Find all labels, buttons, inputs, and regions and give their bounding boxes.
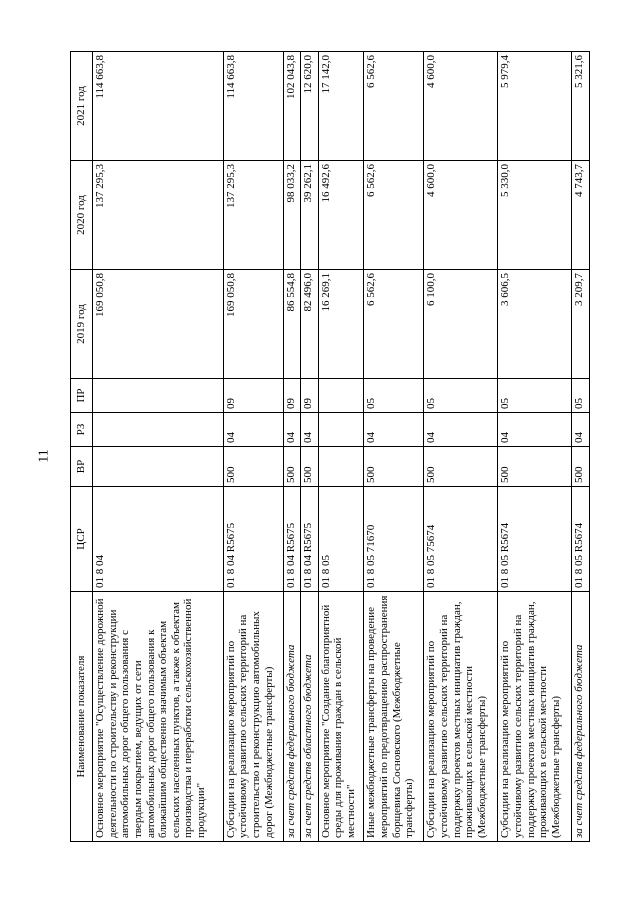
row-rz: 04: [424, 413, 498, 447]
row-pr: 09: [301, 379, 319, 413]
row-name: за счет средств федерального бюджета: [283, 592, 301, 842]
row-rz: 04: [572, 413, 590, 447]
header-pr: ПР: [71, 379, 93, 413]
row-pr: 05: [424, 379, 498, 413]
row-pr: 05: [498, 379, 572, 413]
row-2019: 82 496,0: [301, 270, 319, 379]
row-2020: 39 262,1: [301, 161, 319, 270]
row-pr: 05: [572, 379, 590, 413]
header-rz: РЗ: [71, 413, 93, 447]
row-name: Основное мероприятие "Создание благоприятной среды для проживания граждан в сельской местности": [318, 592, 364, 842]
row-csr: 01 8 04 R5675: [223, 487, 283, 592]
row-2021: 5 321,6: [572, 52, 590, 161]
row-2019: 3 606,5: [498, 270, 572, 379]
row-vr: 500: [283, 447, 301, 487]
row-csr: 01 8 05 R5674: [498, 487, 572, 592]
table-row: [223, 52, 283, 842]
row-2021: 12 620,0: [301, 52, 319, 161]
budget-table: [70, 51, 590, 842]
row-2020: 5 330,0: [498, 161, 572, 270]
row-csr: 01 8 04: [93, 487, 224, 592]
row-2021: 114 663,8: [93, 52, 224, 161]
row-2020: 4 743,7: [572, 161, 590, 270]
row-2019: 16 269,1: [318, 270, 364, 379]
table-row: [572, 52, 590, 842]
row-csr: 01 8 05 75674: [424, 487, 498, 592]
row-2021: 114 663,8: [223, 52, 283, 161]
row-name: Субсидии на реализацию мероприятий по устойчивому развитию сельских территорий на строительство и реконструкцию автомобильных дорог (Межбюджетные трансферты): [223, 592, 283, 842]
row-2020: 137 295,3: [223, 161, 283, 270]
row-rz: 04: [223, 413, 283, 447]
header-csr: ЦСР: [71, 487, 93, 592]
row-name: Субсидии на реализацию мероприятий по устойчивому развитию сельских территорий на поддержку проектов местных инициатив граждан, проживающих в сельской местности (Межбюджетные трансферты): [498, 592, 572, 842]
header-vr: ВР: [71, 447, 93, 487]
row-2020: 137 295,3: [93, 161, 224, 270]
row-2020: 6 562,6: [364, 161, 424, 270]
row-csr: 01 8 05 R5674: [572, 487, 590, 592]
row-vr: [318, 447, 364, 487]
row-2019: 86 554,8: [283, 270, 301, 379]
row-2019: 3 209,7: [572, 270, 590, 379]
row-name: Субсидии на реализацию мероприятий по устойчивому развитию сельских территорий на поддержку проектов местных инициатив граждан, проживающих в сельской местности (Межбюджетные трансферты): [424, 592, 498, 842]
row-2019: 6 100,0: [424, 270, 498, 379]
table-row: [93, 52, 224, 842]
row-name: за счет средств областного бюджета: [301, 592, 319, 842]
row-vr: 500: [498, 447, 572, 487]
table-row: [283, 52, 301, 842]
table-row: [424, 52, 498, 842]
row-rz: 04: [283, 413, 301, 447]
table-row: [301, 52, 319, 842]
header-name: Наименование показателя: [71, 592, 93, 842]
row-2020: 4 600,0: [424, 161, 498, 270]
row-pr: [93, 379, 224, 413]
header-2020: 2020 год: [71, 161, 93, 270]
row-pr: 09: [283, 379, 301, 413]
row-name: за счет средств федерального бюджета: [572, 592, 590, 842]
header-2019: 2019 год: [71, 270, 93, 379]
row-2021: 6 562,6: [364, 52, 424, 161]
row-2020: 98 033,2: [283, 161, 301, 270]
row-2021: 17 142,0: [318, 52, 364, 161]
row-rz: [318, 413, 364, 447]
row-pr: [318, 379, 364, 413]
row-csr: 01 8 04 R5675: [283, 487, 301, 592]
table-header-row: [71, 52, 93, 842]
row-2019: 6 562,6: [364, 270, 424, 379]
row-csr: 01 8 05: [318, 487, 364, 592]
row-rz: 04: [301, 413, 319, 447]
row-rz: [93, 413, 224, 447]
page-number: 11: [36, 449, 52, 463]
header-2021: 2021 год: [71, 52, 93, 161]
row-2019: 169 050,8: [223, 270, 283, 379]
row-name: Иные межбюджетные трансферты на проведение мероприятий по предотвращению распространения борщевика Сосновского (Межбюджетные трансферты): [364, 592, 424, 842]
row-vr: 500: [301, 447, 319, 487]
row-2021: 5 979,4: [498, 52, 572, 161]
rotated-table-container: [70, 52, 590, 842]
row-vr: 500: [223, 447, 283, 487]
row-pr: 09: [223, 379, 283, 413]
row-2020: 16 492,6: [318, 161, 364, 270]
row-2021: 102 043,8: [283, 52, 301, 161]
row-csr: 01 8 05 71670: [364, 487, 424, 592]
row-name: Основное мероприятие "Осуществление дорожной деятельности по строительству и реконструкции автомобильных дорог общего пользования с твердым покрытием, ведущих от сети автомобильных дорог общего пользования к ближайшим общественно значимым объектам сельских населенных пунктов, а также к объектам производства и переработки сельскохозяйственной продукции": [93, 592, 224, 842]
row-2019: 169 050,8: [93, 270, 224, 379]
row-csr: 01 8 04 R5675: [301, 487, 319, 592]
row-vr: 500: [572, 447, 590, 487]
row-vr: [93, 447, 224, 487]
row-rz: 04: [364, 413, 424, 447]
row-vr: 500: [424, 447, 498, 487]
table-row: [364, 52, 424, 842]
row-2021: 4 600,0: [424, 52, 498, 161]
table-row: [498, 52, 572, 842]
row-vr: 500: [364, 447, 424, 487]
row-rz: 04: [498, 413, 572, 447]
table-row: [318, 52, 364, 842]
row-pr: 05: [364, 379, 424, 413]
